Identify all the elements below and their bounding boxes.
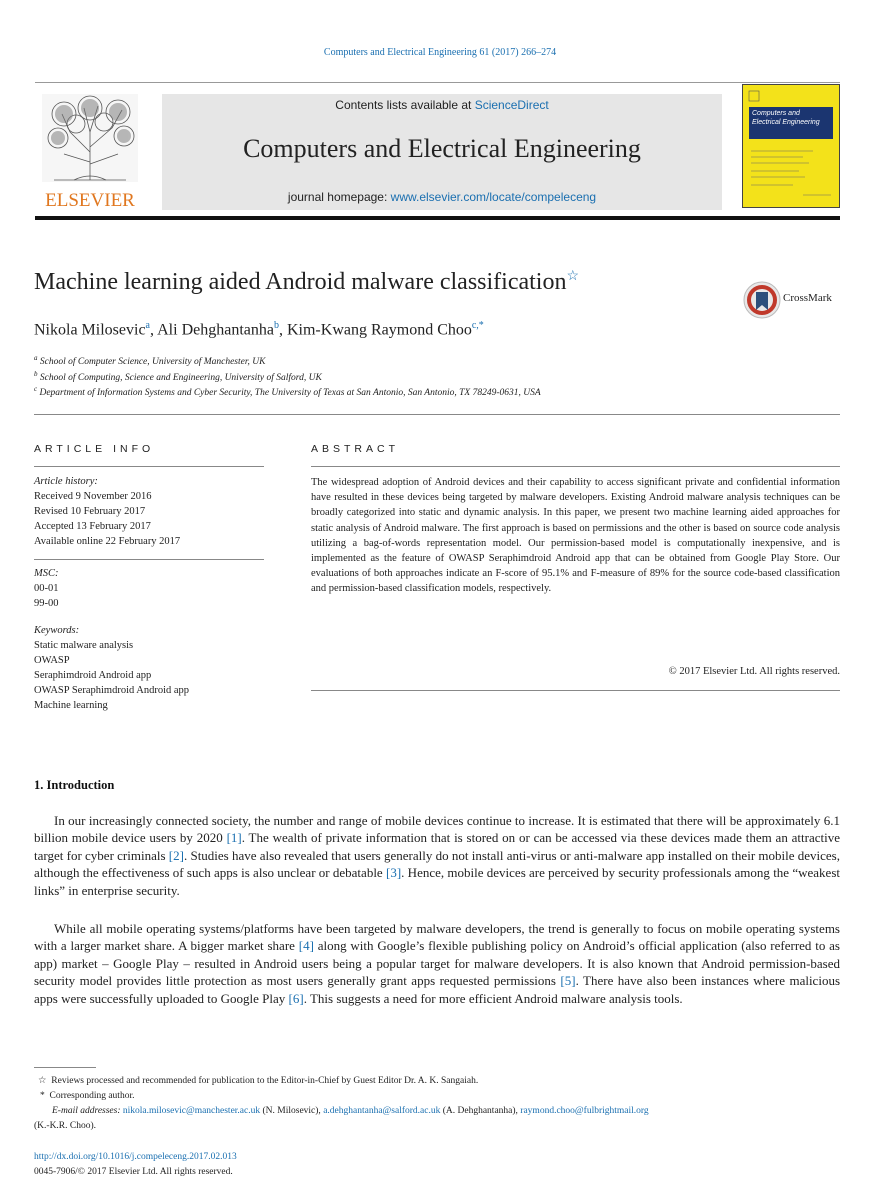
citation-link[interactable]: [5] (560, 973, 576, 989)
contents-availability (162, 98, 722, 112)
article-info-rule (34, 466, 264, 467)
journal-homepage (162, 190, 722, 204)
journal-cover (742, 84, 840, 208)
history-label: Article history: (34, 476, 98, 487)
contents-prefix: Contents lists available at (335, 98, 475, 112)
affiliation-a-mark: a (34, 354, 38, 362)
affiliations-divider (34, 414, 840, 415)
citation-link[interactable]: [2] (168, 847, 184, 863)
p1-seg: . The wealth of private information that is stored on or can be accessed via these devices made them an attractive target for cyber criminals (34, 830, 840, 863)
crossmark-icon (742, 280, 782, 320)
homepage-link[interactable]: www.elsevier.com/locate/compeleceng (390, 190, 597, 204)
history-revised: Revised 10 February 2017 (34, 506, 146, 517)
header-divider (35, 82, 840, 83)
affiliation-c-mark: c (34, 385, 38, 393)
article-title (34, 268, 579, 296)
article-info-heading: ARTICLE INFO (34, 443, 155, 455)
article-title-text: Machine learning aided Android malware classification (34, 269, 567, 295)
msc-label: MSC: (34, 568, 59, 579)
history-accepted: Accepted 13 February 2017 (34, 521, 151, 532)
citation-link[interactable]: [6] (288, 990, 304, 1006)
msc-rule (34, 559, 264, 560)
affiliation-b-text: School of Computing, Science and Engineering, University of Salford, UK (39, 373, 322, 384)
article-history (34, 474, 274, 549)
abstract-copyright: © 2017 Elsevier Ltd. All rights reserved. (668, 666, 840, 677)
history-online: Available online 22 February 2017 (34, 536, 181, 547)
email-owner: (N. Milosevic), (260, 1106, 324, 1116)
abstract-rule (311, 466, 840, 467)
email-link[interactable]: raymond.choo@fulbrightmail.org (520, 1106, 649, 1116)
journal-title: Computers and Electrical Engineering (243, 134, 641, 163)
introduction-heading: 1. Introduction (34, 778, 115, 792)
issn-line: 0045-7906/© 2017 Elsevier Ltd. All rights reserved. (34, 1167, 233, 1177)
affiliation-c-text: Department of Information Systems and Cyber Security, The University of Texas at San Antonio, San Antonio, TX 78249-0631, USA (39, 388, 541, 399)
p1-seg: . Studies have also revealed that users generally do not install anti-virus or anti-malware app installed on their mobile devices, although the effectiveness of such apps is also unclear or debatable (34, 847, 840, 881)
msc-code: 00-01 (34, 583, 59, 594)
footnote-2 (40, 1091, 134, 1101)
p1-seg: In our increasingly connected society, the number and range of mobile devices continue to increase. It is estimated that there will be approximately 6.1 billion mobile device users by 2020 (34, 813, 840, 846)
msc-block (34, 566, 274, 611)
email-addresses (52, 1106, 649, 1116)
intro-paragraph-1 (34, 812, 840, 899)
email-link[interactable]: a.dehghantanha@salford.ac.uk (323, 1106, 441, 1116)
p2-seg: along with Google’s flexible publishing policy on Android’s official application (also referred to as app) market – Google Play – resulted in Android users being a popular target for malware developers. It is also known that Android permission-based security model provides little protection as most users generally grant apps requested permissions (34, 938, 840, 989)
abstract-bottom-rule (311, 690, 840, 691)
cover-title: Computers and Electrical Engineering (749, 107, 833, 139)
elsevier-wordmark: ELSEVIER (45, 190, 135, 210)
keyword: Machine learning (34, 700, 108, 711)
footnote-1 (38, 1075, 478, 1086)
journal-reference[interactable]: Computers and Electrical Engineering 61 (2017) 266–274 (323, 47, 557, 58)
author-2-name: Ali Dehghantanha (157, 321, 274, 339)
footnote-1-text: Reviews processed and recommended for publication to the Editor-in-Chief by Guest Editor Dr. A. K. Sangaiah. (51, 1076, 479, 1086)
sciencedirect-link[interactable]: ScienceDirect (474, 98, 549, 112)
keyword: Seraphimdroid Android app (34, 670, 152, 681)
author-list: Nikola Milosevic$^a$, Ali Dehghantanha$^b$, Kim-Kwang Raymond Choo$^{c,*}$ (34, 320, 484, 339)
abstract-heading: ABSTRACT (311, 443, 400, 455)
email-owner: (A. Dehghantanha), (440, 1106, 521, 1116)
p2-seg: While all mobile operating systems/platforms have been targeted by malware developers, the trend is generally to focus on mobile operating systems with a larger market share. A bigger market share (34, 921, 840, 954)
keywords-block (34, 623, 274, 713)
elsevier-tree-icon (34, 92, 146, 210)
author-1-affiliation[interactable]: a (145, 320, 150, 331)
elsevier-logo (34, 92, 146, 210)
title-footnote-marker[interactable]: ☆ (566, 269, 580, 284)
p1-seg: . Hence, mobile devices are perceived by security professionals among the “weakest links” in enterprise security. (34, 865, 840, 898)
msc-code: 99-00 (34, 598, 59, 609)
affiliation-c (34, 385, 541, 398)
author-2-affiliation[interactable]: b (273, 320, 279, 331)
affiliation-a (34, 354, 265, 367)
affiliation-a-text: School of Computer Science, University of Manchester, UK (39, 357, 266, 368)
abstract-text: The widespread adoption of Android devices and their capability to access significant private and confidential information have resulted in these devices being targeted by malware developers. Existing Android malware analysis techniques can be broadly categorized into static and dynamic analysis. In this paper, we present two machine learning aided approaches for static analysis of Android malware. The first approach is based on permissions and the other is based on source code analysis utilizing a bag-of-words representation model. Our permission-based model is computationally inexpensive, and is implemented as the feature of OWASP Seraphimdroid Android app that can be obtained from Google Play Store. Our evaluations of both approaches indicate an F-score of 95.1% and F-measure of 89% for the source code-based classification and permission-based classification models, respectively. (311, 477, 840, 595)
p2-seg: . There have also been instances where malicious apps were successfully uploaded to Google Play (34, 973, 840, 1006)
email-tail: (K.-K.R. Choo). (34, 1121, 97, 1131)
doi-link[interactable] (34, 1152, 237, 1162)
keyword: OWASP (34, 655, 70, 666)
homepage-prefix: journal homepage: (287, 190, 391, 204)
doi-url[interactable]: http://dx.doi.org/10.1016/j.compeleceng.2017.02.013 (34, 1152, 237, 1162)
affiliation-b-mark: b (34, 370, 38, 378)
header-thick-rule (35, 216, 840, 220)
keyword: Static malware analysis (34, 640, 134, 651)
intro-paragraph-2 (34, 920, 840, 1007)
author-3-name: Kim-Kwang Raymond Choo (286, 321, 472, 339)
keyword: OWASP Seraphimdroid Android app (34, 685, 190, 696)
footnote-2-text: Corresponding author. (49, 1091, 135, 1101)
email-link[interactable]: nikola.milosevic@manchester.ac.uk (122, 1106, 261, 1116)
footnote-1-mark: ☆ (38, 1076, 47, 1086)
email-label: E-mail addresses: (52, 1106, 121, 1116)
citation-link[interactable]: [3] (385, 865, 402, 881)
keywords-label: Keywords: (34, 625, 80, 636)
author-3-affiliation[interactable]: c,* (471, 320, 484, 331)
p2-seg: . This suggests a need for more efficient Android malware analysis tools. (303, 990, 683, 1006)
citation-link[interactable]: [4] (298, 938, 314, 954)
history-received: Received 9 November 2016 (34, 491, 152, 502)
cover-decoration-icon (743, 85, 839, 207)
footnote-rule (34, 1067, 96, 1068)
crossmark-label[interactable]: CrossMark (783, 292, 832, 304)
author-1-name: Nikola Milosevic (34, 321, 146, 339)
citation-link[interactable]: [1] (226, 830, 242, 846)
footnote-2-mark: * (40, 1091, 45, 1101)
affiliation-b (34, 370, 322, 383)
